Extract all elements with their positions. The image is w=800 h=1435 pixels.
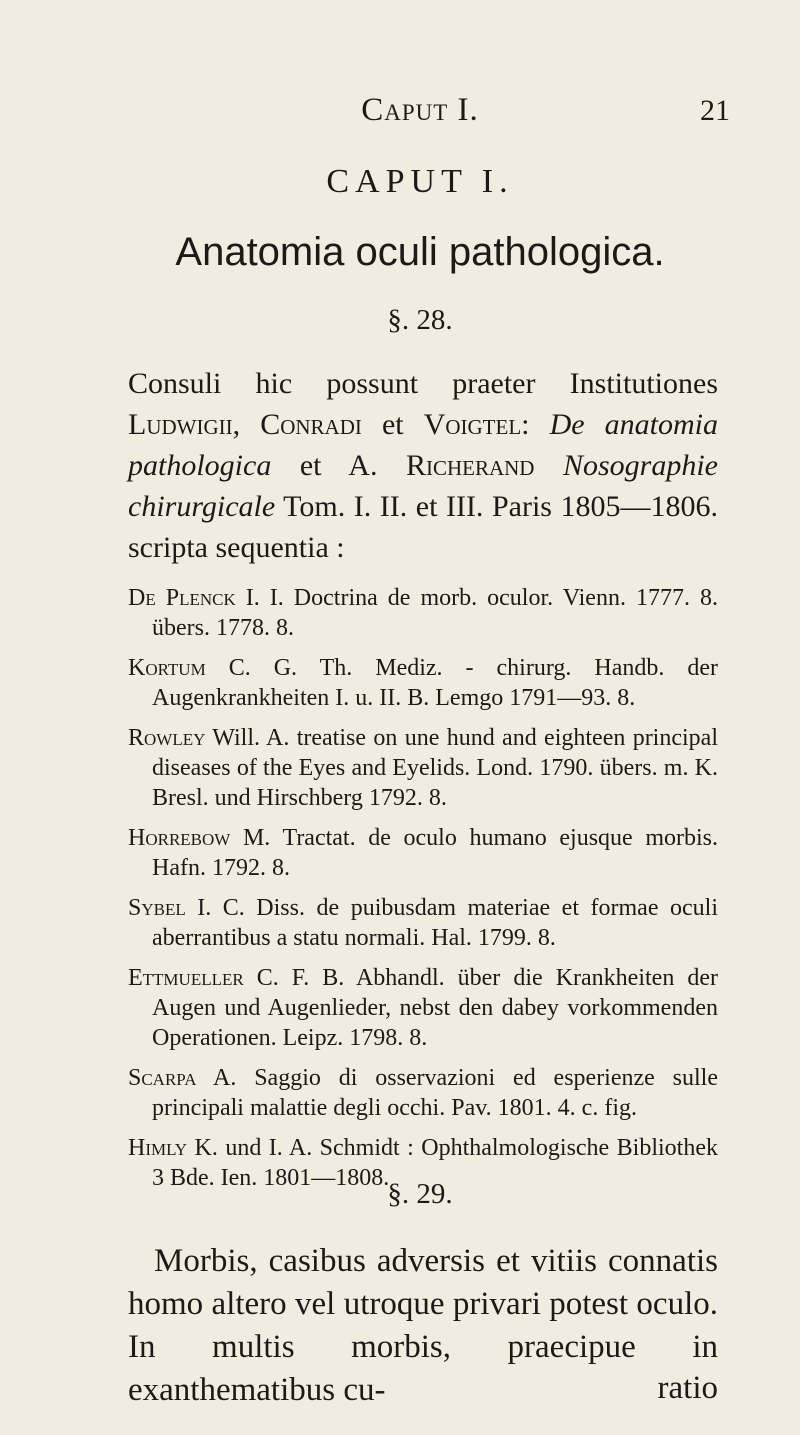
bib-author: De Plenck <box>128 585 236 611</box>
bib-author: Horrebow <box>128 825 231 851</box>
bib-entry <box>128 963 718 1053</box>
bib-author: Himly <box>128 1135 188 1161</box>
intro-paragraph <box>128 363 718 568</box>
bib-entry <box>128 723 718 813</box>
bib-text: I. I. Doctrina de morb. oculor. Vienn. 1777. 8. übers. 1778. 8. <box>152 585 718 641</box>
work-title: De anatomia pathologica <box>128 408 718 482</box>
bib-author: Scarpa <box>128 1065 197 1091</box>
bib-author: Ettmueller <box>128 965 244 991</box>
author-name: Conradi <box>260 408 362 441</box>
chapter-title: CAPUT I. <box>326 163 514 200</box>
bib-entry <box>128 893 718 953</box>
bib-entry <box>128 653 718 713</box>
intro-text: Consuli hic possunt praeter Institutiones <box>128 367 718 400</box>
intro-text: Tom. I. II. et III. Paris 1805—1806. scripta sequentia : <box>128 490 718 564</box>
section-mark-28: §. 28. <box>387 304 453 336</box>
bib-text: C. G. Th. Mediz. - chirurg. Handb. der Augenkrankheiten I. u. II. B. Lemgo 1791—93. 8. <box>152 655 718 711</box>
running-head-title: Caput I. <box>361 92 479 128</box>
intro-text: et <box>361 408 424 441</box>
bibliography-list <box>128 583 718 1203</box>
bib-text: Will. A. treatise on une hund and eighteen principal diseases of the Eyes and Eyelids. Lond. 1790. übers. m. K. Bresl. und Hirschberg 1792. 8. <box>152 725 718 811</box>
bib-text: K. und I. A. Schmidt : Ophthalmologische Bibliothek 3 Bde. Ien. 1801—1808. <box>152 1135 718 1191</box>
page-number: 21 <box>700 94 730 127</box>
bib-text: C. F. B. Abhandl. über die Krankheiten der Augen und Augenlieder, nebst den dabey vorkommenden Operationen. Leipz. 1798. 8. <box>152 965 718 1051</box>
running-head <box>140 92 730 132</box>
intro-text: , <box>232 408 261 441</box>
author-name: Voigtel <box>423 408 522 441</box>
bib-author: Sybel <box>128 895 186 921</box>
catchword: ratio <box>657 1370 718 1406</box>
author-name: Richerand <box>405 449 535 482</box>
work-title: Nosographie chirurgicale <box>128 449 718 523</box>
author-name: Ludwigii <box>128 408 233 441</box>
bib-entry <box>128 583 718 643</box>
bib-text: A. Saggio di osservazioni ed esperienze sulle principali malattie degli occhi. Pav. 1801. 4. c. fig. <box>152 1065 718 1121</box>
chapter-subtitle: Anatomia oculi pathologica. <box>175 230 665 274</box>
intro-text: et A. <box>271 449 406 482</box>
bib-text: M. Tractat. de oculo humano ejusque morbis. Hafn. 1792. 8. <box>152 825 718 881</box>
section-mark-29: §. 29. <box>387 1178 453 1210</box>
bib-text: I. C. Diss. de puibusdam materiae et formae oculi aberrantibus a statu normali. Hal. 1799. 8. <box>152 895 718 951</box>
closing-paragraph: Morbis, casibus adversis et vitiis connatis homo altero vel utroque privari potest oculo. In multis morbis, praecipue in exanthematibus cu- <box>128 1243 718 1408</box>
bib-entry <box>128 1063 718 1123</box>
bib-author: Kortum <box>128 655 206 681</box>
intro-text: : <box>521 408 550 441</box>
bib-author: Rowley <box>128 725 206 751</box>
intro-text <box>534 449 563 482</box>
bib-entry <box>128 823 718 883</box>
